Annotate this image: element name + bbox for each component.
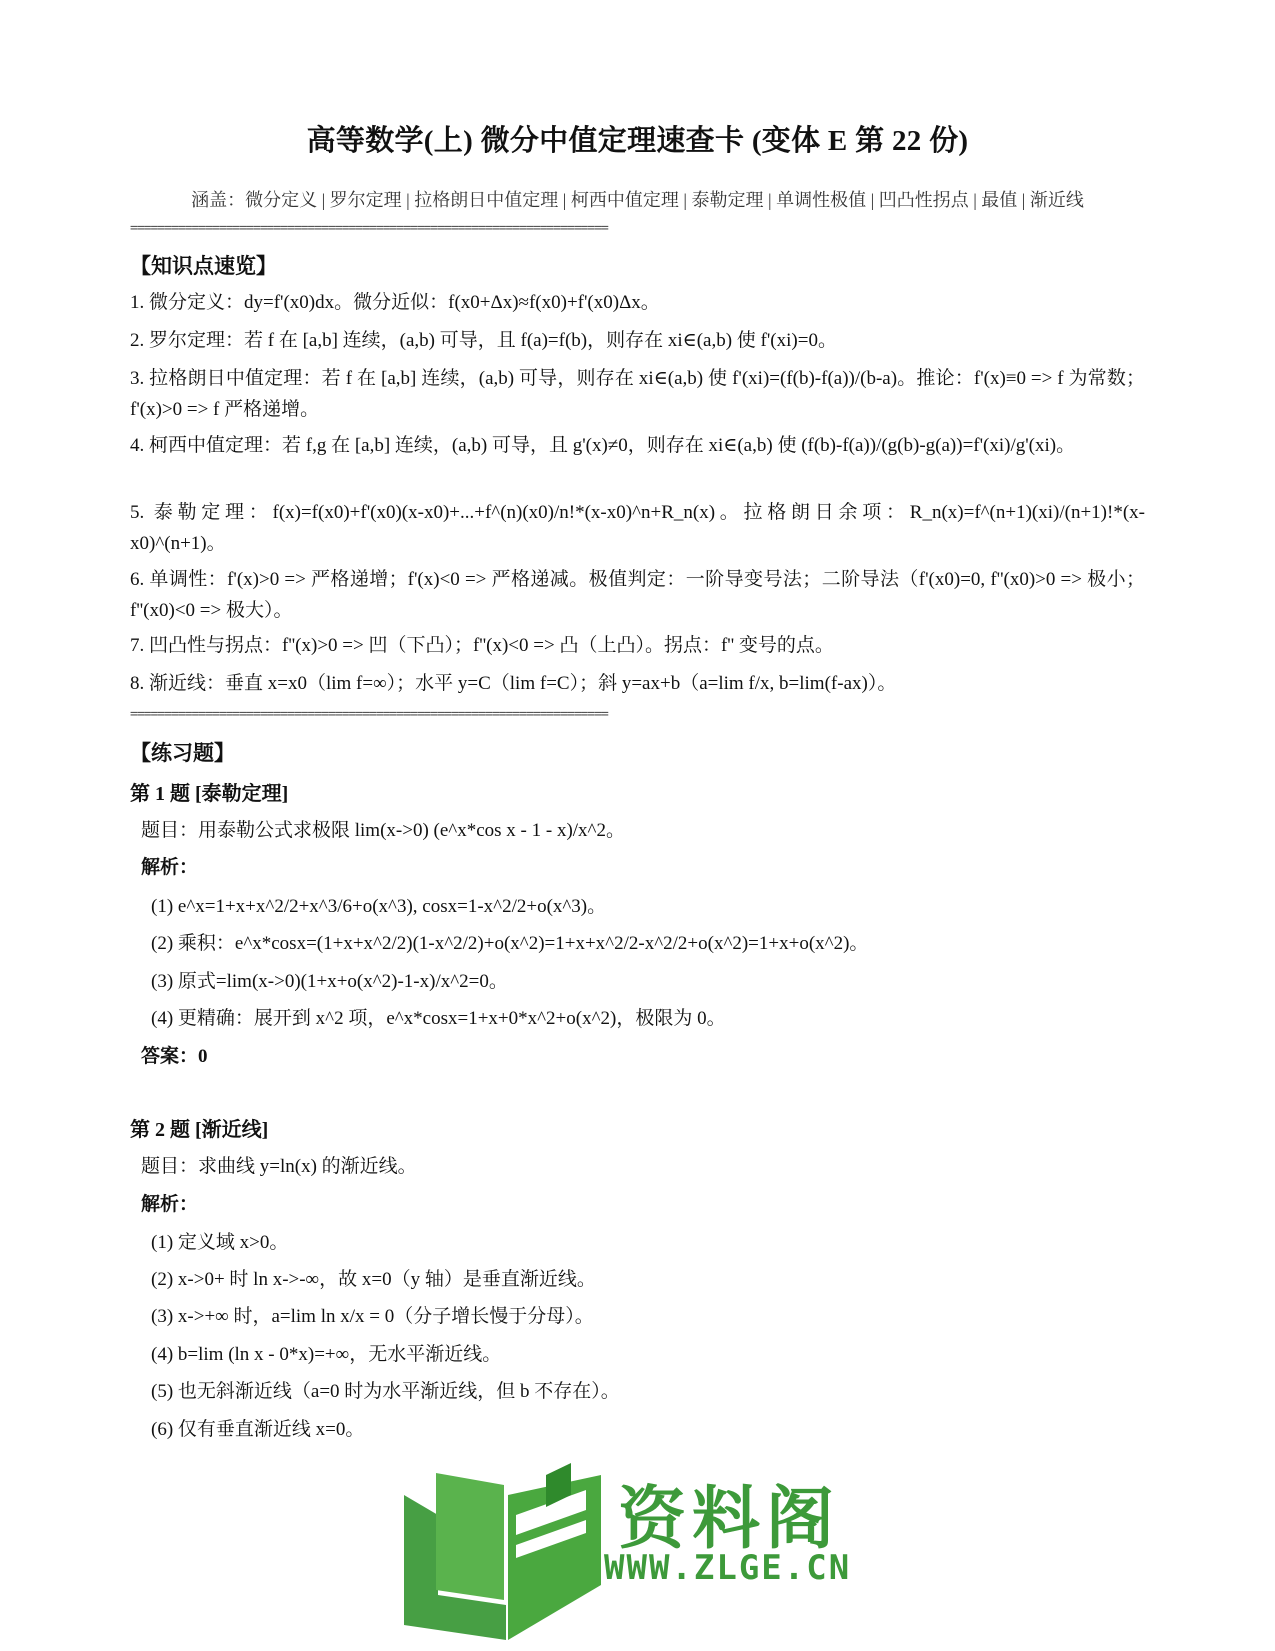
divider-top: ====================================================================== [130, 221, 608, 236]
question-1-step-1: (1) e^x=1+x+x^2/2+x^3/6+o(x^3), cosx=1-x^2/2+o(x^3)。 [151, 896, 607, 917]
knowledge-item-3: 3. 拉格朗日中值定理：若 f 在 [a,b] 连续，(a,b) 可导，则存在 xi∈(a,b) 使 f'(xi)=(f(b)-f(a))/(b-a)。推论：f'(x)≡0 => f 为常数；f'(x)>0 => f 严格递增。 [130, 368, 1145, 420]
question-2-step-1: (1) 定义域 x>0。 [151, 1232, 289, 1253]
knowledge-item-4: 4. 柯西中值定理：若 f,g 在 [a,b] 连续，(a,b) 可导，且 g'(x)≠0，则存在 xi∈(a,b) 使 (f(b)-f(a))/(g(b)-g(a))=f'(xi)/g'(xi)。 [130, 435, 1076, 456]
question-1-step-3: (3) 原式=lim(x->0)(1+x+o(x^2)-1-x)/x^2=0。 [151, 971, 508, 992]
question-1-step-2: (2) 乘积：e^x*cosx=(1+x+x^2/2)(1-x^2/2)+o(x^2)=1+x+x^2/2-x^2/2+o(x^2)=1+x+o(x^2)。 [151, 933, 869, 954]
divider-middle: ====================================================================== [130, 707, 608, 722]
knowledge-heading: 【知识点速览】 [130, 254, 277, 278]
watermark-url: WWW.ZLGE.CN [604, 1548, 852, 1588]
page-title: 高等数学(上) 微分中值定理速查卡 (变体 E 第 22 份) [306, 125, 969, 157]
question-2-step-5: (5) 也无斜渐近线（a=0 时为水平渐近线，但 b 不存在）。 [151, 1381, 620, 1402]
question-1-step-4: (4) 更精确：展开到 x^2 项，e^x*cosx=1+x+0*x^2+o(x^2)，极限为 0。 [151, 1008, 726, 1029]
knowledge-item-7: 7. 凹凸性与拐点：f''(x)>0 => 凹（下凸）；f''(x)<0 => 凸（上凸）。拐点：f'' 变号的点。 [130, 635, 834, 656]
watermark-name: 资料阁 [618, 1480, 841, 1559]
knowledge-item-6: 6. 单调性：f'(x)>0 => 严格递增；f'(x)<0 => 严格递减。极值判定：一阶导变号法；二阶导法（f'(x0)=0, f''(x0)>0 => 极小；f''(x0)<0 => 极大）。 [130, 569, 1145, 621]
question-1-answer: 答案：0 [141, 1046, 208, 1067]
question-2-step-4: (4) b=lim (ln x - 0*x)=+∞，无水平渐近线。 [151, 1344, 502, 1365]
knowledge-item-1: 1. 微分定义：dy=f'(x0)dx。微分近似：f(x0+Δx)≈f(x0)+f'(x0)Δx。 [130, 292, 660, 313]
question-1-title: 第 1 题 [泰勒定理] [130, 783, 289, 805]
knowledge-item-2: 2. 罗尔定理：若 f 在 [a,b] 连续，(a,b) 可导，且 f(a)=f(b)，则存在 xi∈(a,b) 使 f'(xi)=0。 [130, 330, 837, 351]
knowledge-item-8: 8. 渐近线：垂直 x=x0（lim f=∞）；水平 y=C（lim f=C）；斜 y=ax+b（a=lim f/x, b=lim(f-ax)）。 [130, 673, 897, 694]
question-2-title: 第 2 题 [渐近线] [130, 1119, 269, 1141]
knowledge-item-5: 5. 泰勒定理：f(x)=f(x0)+f'(x0)(x-x0)+...+f^(n)(x0)/n!*(x-x0)^n+R_n(x)。拉格朗日余项：R_n(x)=f^(n+1)(xi)/(n+1)!*(x-x0)^(n+1)。 [130, 502, 1145, 554]
question-1-text: 题目：用泰勒公式求极限 lim(x->0) (e^x*cos x - 1 - x)/x^2。 [141, 820, 625, 841]
question-2-text: 题目：求曲线 y=ln(x) 的渐近线。 [141, 1156, 417, 1177]
question-2-analysis-label: 解析： [141, 1194, 199, 1215]
question-2-step-2: (2) x->0+ 时 ln x->-∞，故 x=0（y 轴）是垂直渐近线。 [151, 1269, 596, 1290]
question-2-step-3: (3) x->+∞ 时，a=lim ln x/x = 0（分子增长慢于分母）。 [151, 1306, 594, 1327]
question-1-analysis-label: 解析： [141, 857, 199, 878]
question-2-step-6: (6) 仅有垂直渐近线 x=0。 [151, 1419, 365, 1440]
coverage-line: 涵盖：微分定义 | 罗尔定理 | 拉格朗日中值定理 | 柯西中值定理 | 泰勒定理 | 单调性极值 | 凹凸性拐点 | 最值 | 渐近线 [191, 190, 1084, 210]
exercises-heading: 【练习题】 [130, 741, 235, 765]
